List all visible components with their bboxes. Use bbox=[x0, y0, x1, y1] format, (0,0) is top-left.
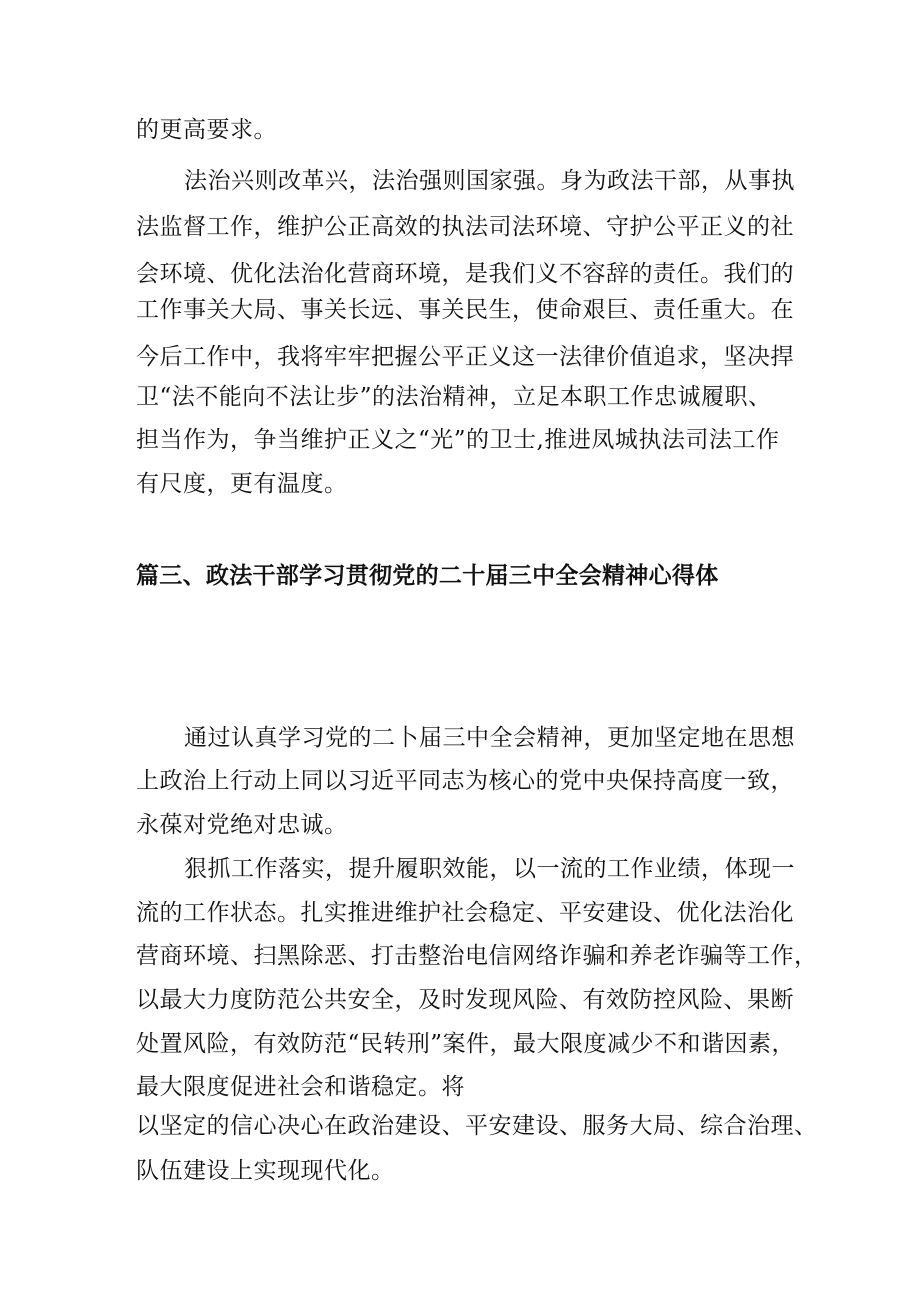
paragraph-first-line: 狠抓工作落实，提升履职效能，以一流的工作业绩，体现一 bbox=[184, 856, 795, 882]
body-line: 最大限度促进社会和谐稳定。将 bbox=[136, 1074, 465, 1100]
body-line: 卫“法不能向不法让步”的法治精神，立足本职工作忠诚履职、 bbox=[136, 384, 772, 410]
body-line: 以最大力度防范公共安全，及时发现风险、有效防控风险、果断 bbox=[136, 987, 794, 1013]
body-line: 处置风险，有效防范“民转刑”案件，最大限度减少不和谐因素， bbox=[136, 1031, 796, 1057]
body-line: 今后工作中，我将牢牢把握公平正义这一法律价值追求，坚决捍 bbox=[136, 344, 794, 370]
body-line: 法监督工作，维护公正高效的执法司法环境、守护公平正义的社 bbox=[136, 214, 794, 240]
body-line: 的更高要求。 bbox=[136, 117, 277, 143]
paragraph-first-line: 通过认真学习党的二卜届三中全会精神，更加坚定地在思想 bbox=[184, 725, 795, 751]
paragraph-first-line: 法治兴则改革兴，法治强则国家强。身为政法干部，从事执 bbox=[184, 168, 795, 194]
body-line: 工作事关大局、事关长远、事关民生，使命艰巨、责任重大。在 bbox=[136, 297, 794, 323]
body-line: 有尺度，更有温度。 bbox=[136, 471, 348, 497]
body-line: 以坚定的信心决心在政治建设、平安建设、服务大局、综合治理、 bbox=[136, 1113, 818, 1139]
body-line: 流的工作状态。扎实推进维护社会稳定、平安建设、优化法治化 bbox=[136, 900, 794, 926]
body-line: 队伍建设上实现现代化。 bbox=[136, 1158, 395, 1184]
body-line: 上政治上行动上同以习近平同志为核心的党中央保持高度一致， bbox=[136, 768, 794, 794]
body-line: 永葆对党绝对忠诚。 bbox=[136, 812, 348, 838]
body-line: 担当作为，争当维护正义之“光”的卫士,推进凤城执法司法工作 bbox=[136, 427, 780, 453]
body-line: 会环境、优化法治化营商环境，是我们义不容辞的责任。我们的 bbox=[136, 261, 794, 287]
section-heading: 篇三、政法干部学习贯彻党的二十届三中全会精神心得体 bbox=[136, 563, 719, 589]
body-line: 营商环境、扫黑除恶、打击整治电信网络诈骗和养老诈骗等工作， bbox=[136, 943, 818, 969]
